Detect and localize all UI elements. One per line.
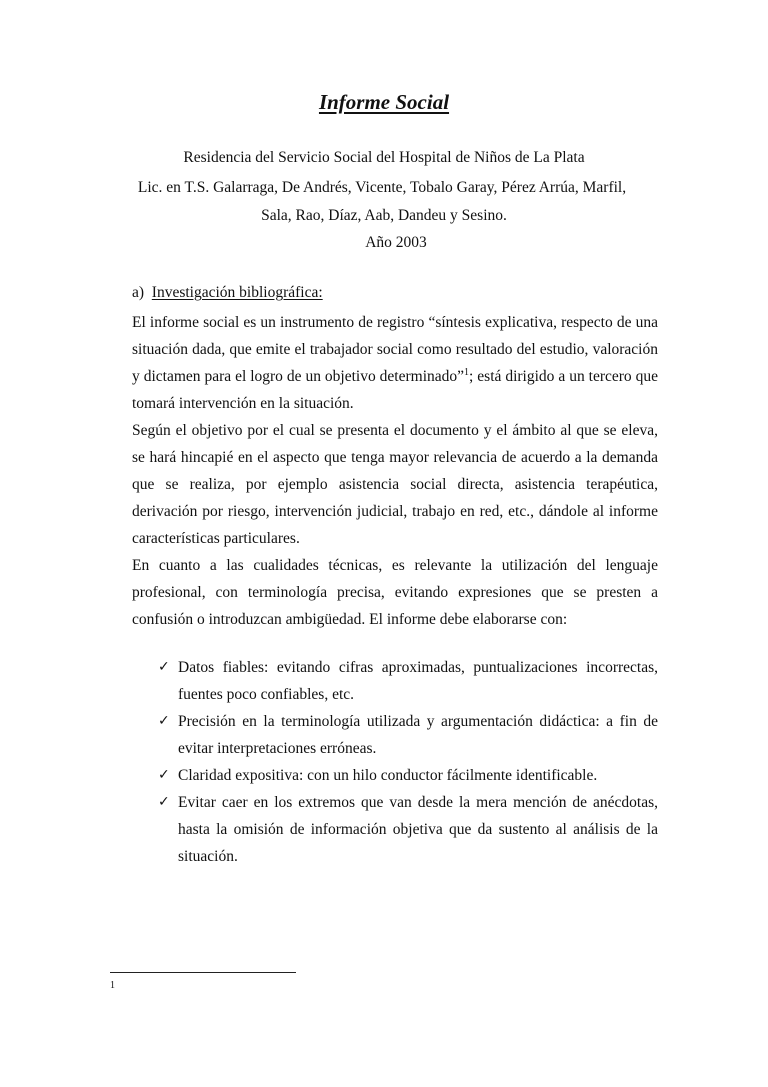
authors-line-2: Sala, Rao, Díaz, Aab, Dandeu y Sesino. [261,207,507,224]
list-item-text: Evitar caer en los extremos que van desde la mera mención de anécdotas, hasta la omisión de información objetiva que da sustento al análisis de la situación. [178,794,658,865]
requirements-checklist [158,654,658,870]
list-item [158,789,658,870]
body-text [132,309,658,633]
section-heading [132,283,323,303]
footnote-marker: 1 [110,980,115,991]
paragraph-1 [132,309,658,417]
checkmark-icon: ✓ [158,659,170,675]
list-item-text: Precisión en la terminología utilizada y argumentación didáctica: a fin de evitar interpretaciones erróneas. [178,713,658,757]
paragraph-1-text-a: El informe social es un instrumento de registro “síntesis explicativa, respecto de una situación dada, que emite el trabajador social como resultado del estudio, valoración y dictamen para el logro de un objetivo determinado” [132,314,658,385]
list-item [158,654,658,708]
residency-line: Residencia del Servicio Social del Hospital de Niños de La Plata [183,149,585,166]
section-marker: a) [132,284,145,301]
list-item-text: Claridad expositiva: con un hilo conductor fácilmente identificable. [178,767,598,784]
paragraph-3: En cuanto a las cualidades técnicas, es relevante la utilización del lenguaje profesional, con terminología precisa, evitando expresiones que se presten a confusión o introduzcan ambigüedad. El informe debe elaborarse con: [132,557,658,628]
footnote-reference: 1 [464,366,470,378]
list-item [158,708,658,762]
paragraph-1-text-b: ; está dirigido a un tercero que tomará intervención en la situación. [132,368,658,412]
paragraph-2: Según el objetivo por el cual se presenta el documento y el ámbito al que se eleva, se hará hincapié en el aspecto que tenga mayor relevancia de acuerdo a la demanda que se realiza, por ejemplo asistencia social directa, asistencia terapéutica, derivación por riesgo, intervención judicial, trabajo en red, etc., dándole al informe características particulares. [132,422,658,547]
checkmark-icon: ✓ [158,767,170,783]
list-item-text: Datos fiables: evitando cifras aproximadas, puntualizaciones incorrectas, fuentes poco confiables, etc. [178,659,658,703]
authors-line-1: Lic. en T.S. Galarraga, De Andrés, Vicente, Tobalo Garay, Pérez Arrúa, Marfil, [137,179,627,196]
document-title: Informe Social [318,90,450,114]
footnote-divider [110,972,296,973]
section-heading-label: Investigación bibliográfica: [151,284,323,301]
checkmark-icon: ✓ [158,794,170,810]
checkmark-icon: ✓ [158,713,170,729]
list-item [158,762,658,789]
year-line: Año 2003 [365,234,427,251]
